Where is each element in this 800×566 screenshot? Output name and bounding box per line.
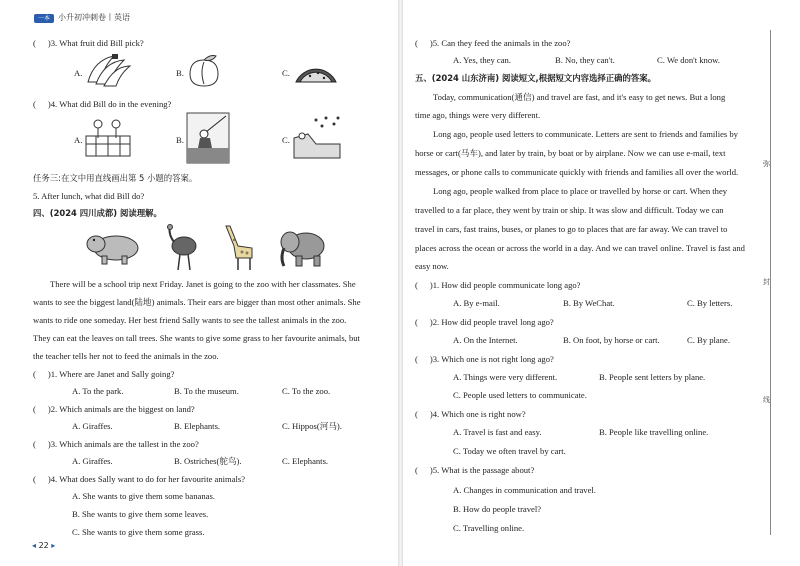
option-label-c: C. xyxy=(282,135,290,145)
passage-line: Long ago, people walked from place to place or travelled by horse or cart. When they xyxy=(433,186,728,196)
option-label-b: B. xyxy=(176,68,184,78)
giraffe-picture xyxy=(218,222,258,272)
question-3-fruit: ( )3. What fruit did Bill pick? xyxy=(33,38,144,48)
answer-option: B. People like travelling online. xyxy=(599,427,709,437)
answer-option: C. She wants to give them some grass. xyxy=(72,527,205,537)
question-5-after-lunch: 5. After lunch, what did Bill do? xyxy=(33,191,145,201)
option-label-b: B. xyxy=(176,135,184,145)
fishing-picture xyxy=(186,112,230,164)
header-title: 小升初冲刺卷丨英语 xyxy=(58,13,130,22)
answer-option: B. Ostriches(鸵鸟). xyxy=(174,456,242,466)
answer-option: C. People used letters to communicate. xyxy=(453,390,587,400)
question-stem: ( )3. Which animals are the tallest in the zoo? xyxy=(33,439,199,449)
answer-option: A. By e-mail. xyxy=(453,298,500,308)
answer-option: A. Giraffes. xyxy=(72,421,113,431)
answer-option: A. Giraffes. xyxy=(72,456,113,466)
peach-picture xyxy=(186,54,222,88)
seal-label: 弥 xyxy=(763,160,770,168)
seal-line xyxy=(770,30,771,535)
answer-option: C. By plane. xyxy=(687,335,730,345)
playing-picture xyxy=(84,116,132,160)
answer-option: B. To the museum. xyxy=(174,386,239,396)
option-label-a: A. xyxy=(74,68,83,78)
seal-label: 线 xyxy=(763,396,770,404)
next-arrow-icon: ▸ xyxy=(51,541,56,550)
answer-option: A. On the Internet. xyxy=(453,335,518,345)
answer-option: C. Today we often travel by cart. xyxy=(453,446,566,456)
question-stem: ( )2. How did people travel long ago? xyxy=(415,317,554,327)
answer-option: B. No, they can't. xyxy=(555,55,615,65)
task-3-instruction: 任务三:在文中用直线画出第 5 小题的答案。 xyxy=(33,173,198,183)
passage-line: Long ago, people used letters to communicate. Letters are sent to friends and families by xyxy=(433,129,738,139)
passage-line: places across the ocean or across the world in a day. And we can travel online. Travel is fast and xyxy=(415,243,745,253)
question-4-evening: ( )4. What did Bill do in the evening? xyxy=(33,99,172,109)
question-stem: ( )1. Where are Janet and Sally going? xyxy=(33,369,175,379)
answer-option: C. Elephants. xyxy=(282,456,329,466)
answer-option: A. She wants to give them some bananas. xyxy=(72,491,215,501)
hippo-picture xyxy=(86,226,142,266)
answer-option: C. To the zoo. xyxy=(282,386,331,396)
ostrich-picture xyxy=(160,224,200,272)
passage-line: horse or cart(马车), and later by train, by boat or by airplane. Now we can use e-mail, text xyxy=(415,148,726,158)
elephant-picture xyxy=(276,226,328,270)
answer-option: C. We don't know. xyxy=(657,55,720,65)
option-label-c: C. xyxy=(282,68,290,78)
page-number: ◂ 22 ▸ xyxy=(32,541,56,550)
passage-line: time ago, things were very different. xyxy=(415,110,541,120)
passage-line: travelled to a far place, they went by train or ship. It was slow and difficult. Today we can xyxy=(415,205,724,215)
passage-line: wants to ride one someday. Her best friend Sally wants to see the tallest animals in the zoo. xyxy=(33,315,347,325)
passage-line: wants to see the biggest land(陆地) animals. Their ears are bigger than most other animals. She xyxy=(33,297,361,307)
question-stem: ( )3. Which one is not right long ago? xyxy=(415,354,554,364)
passage-line: Today, communication(通信) and travel are fast, and it's easy to get news. But a long xyxy=(433,92,726,102)
answer-option: A. To the park. xyxy=(72,386,124,396)
passage-line: There will be a school trip next Friday. Janet is going to the zoo with her classmates. She xyxy=(50,279,356,289)
answer-option: B. People sent letters by plane. xyxy=(599,372,706,382)
right-page xyxy=(403,0,800,566)
answer-option: C. By letters. xyxy=(687,298,733,308)
question-stem: ( )4. What does Sally want to do for her favourite animals? xyxy=(33,474,246,484)
watermelon-picture xyxy=(292,52,340,88)
answer-option: B. On foot, by horse or cart. xyxy=(563,335,660,345)
answer-option: B. She wants to give them some leaves. xyxy=(72,509,209,519)
answer-option: C. Hippos(河马). xyxy=(282,421,342,431)
answer-option: A. Yes, they can. xyxy=(453,55,512,65)
answer-option: B. By WeChat. xyxy=(563,298,615,308)
section-5-heading: 五、(2024 山东济南) 阅读短文,根据短文内容选择正确的答案。 xyxy=(415,73,656,83)
prev-arrow-icon: ◂ xyxy=(32,541,37,550)
option-label-a: A. xyxy=(74,135,83,145)
question-stem: ( )5. What is the passage about? xyxy=(415,465,535,475)
question-stem: ( )5. Can they feed the animals in the zoo? xyxy=(415,38,571,48)
left-page xyxy=(0,0,398,566)
series-logo: 一本 xyxy=(34,14,54,23)
passage-line: messages, or phone calls to communicate quickly with friends and families all over the world. xyxy=(415,167,739,177)
answer-option: A. Changes in communication and travel. xyxy=(453,485,596,495)
stars-watching-picture xyxy=(292,114,342,160)
answer-option: B. How do people travel? xyxy=(453,504,542,514)
seal-label: 封 xyxy=(763,278,770,286)
passage-line: the teacher tells her not to feed the animals in the zoo. xyxy=(33,351,219,361)
section-4-heading: 四、(2024 四川成都) 阅读理解。 xyxy=(33,208,162,218)
answer-option: A. Things were very different. xyxy=(453,372,558,382)
question-stem: ( )4. Which one is right now? xyxy=(415,409,526,419)
question-stem: ( )2. Which animals are the biggest on land? xyxy=(33,404,195,414)
passage-line: They can eat the leaves on tall trees. She wants to give some grass to her favourite animals, but xyxy=(33,333,360,343)
answer-option: B. Elephants. xyxy=(174,421,221,431)
passage-line: easy now. xyxy=(415,261,449,271)
passage-line: travel in cars, fast trains, buses, or planes to go to places that are far away. We can travel to xyxy=(415,224,728,234)
bananas-picture xyxy=(84,52,132,88)
answer-option: C. Travelling online. xyxy=(453,523,525,533)
question-stem: ( )1. How did people communicate long ago? xyxy=(415,280,581,290)
answer-option: A. Travel is fast and easy. xyxy=(453,427,542,437)
